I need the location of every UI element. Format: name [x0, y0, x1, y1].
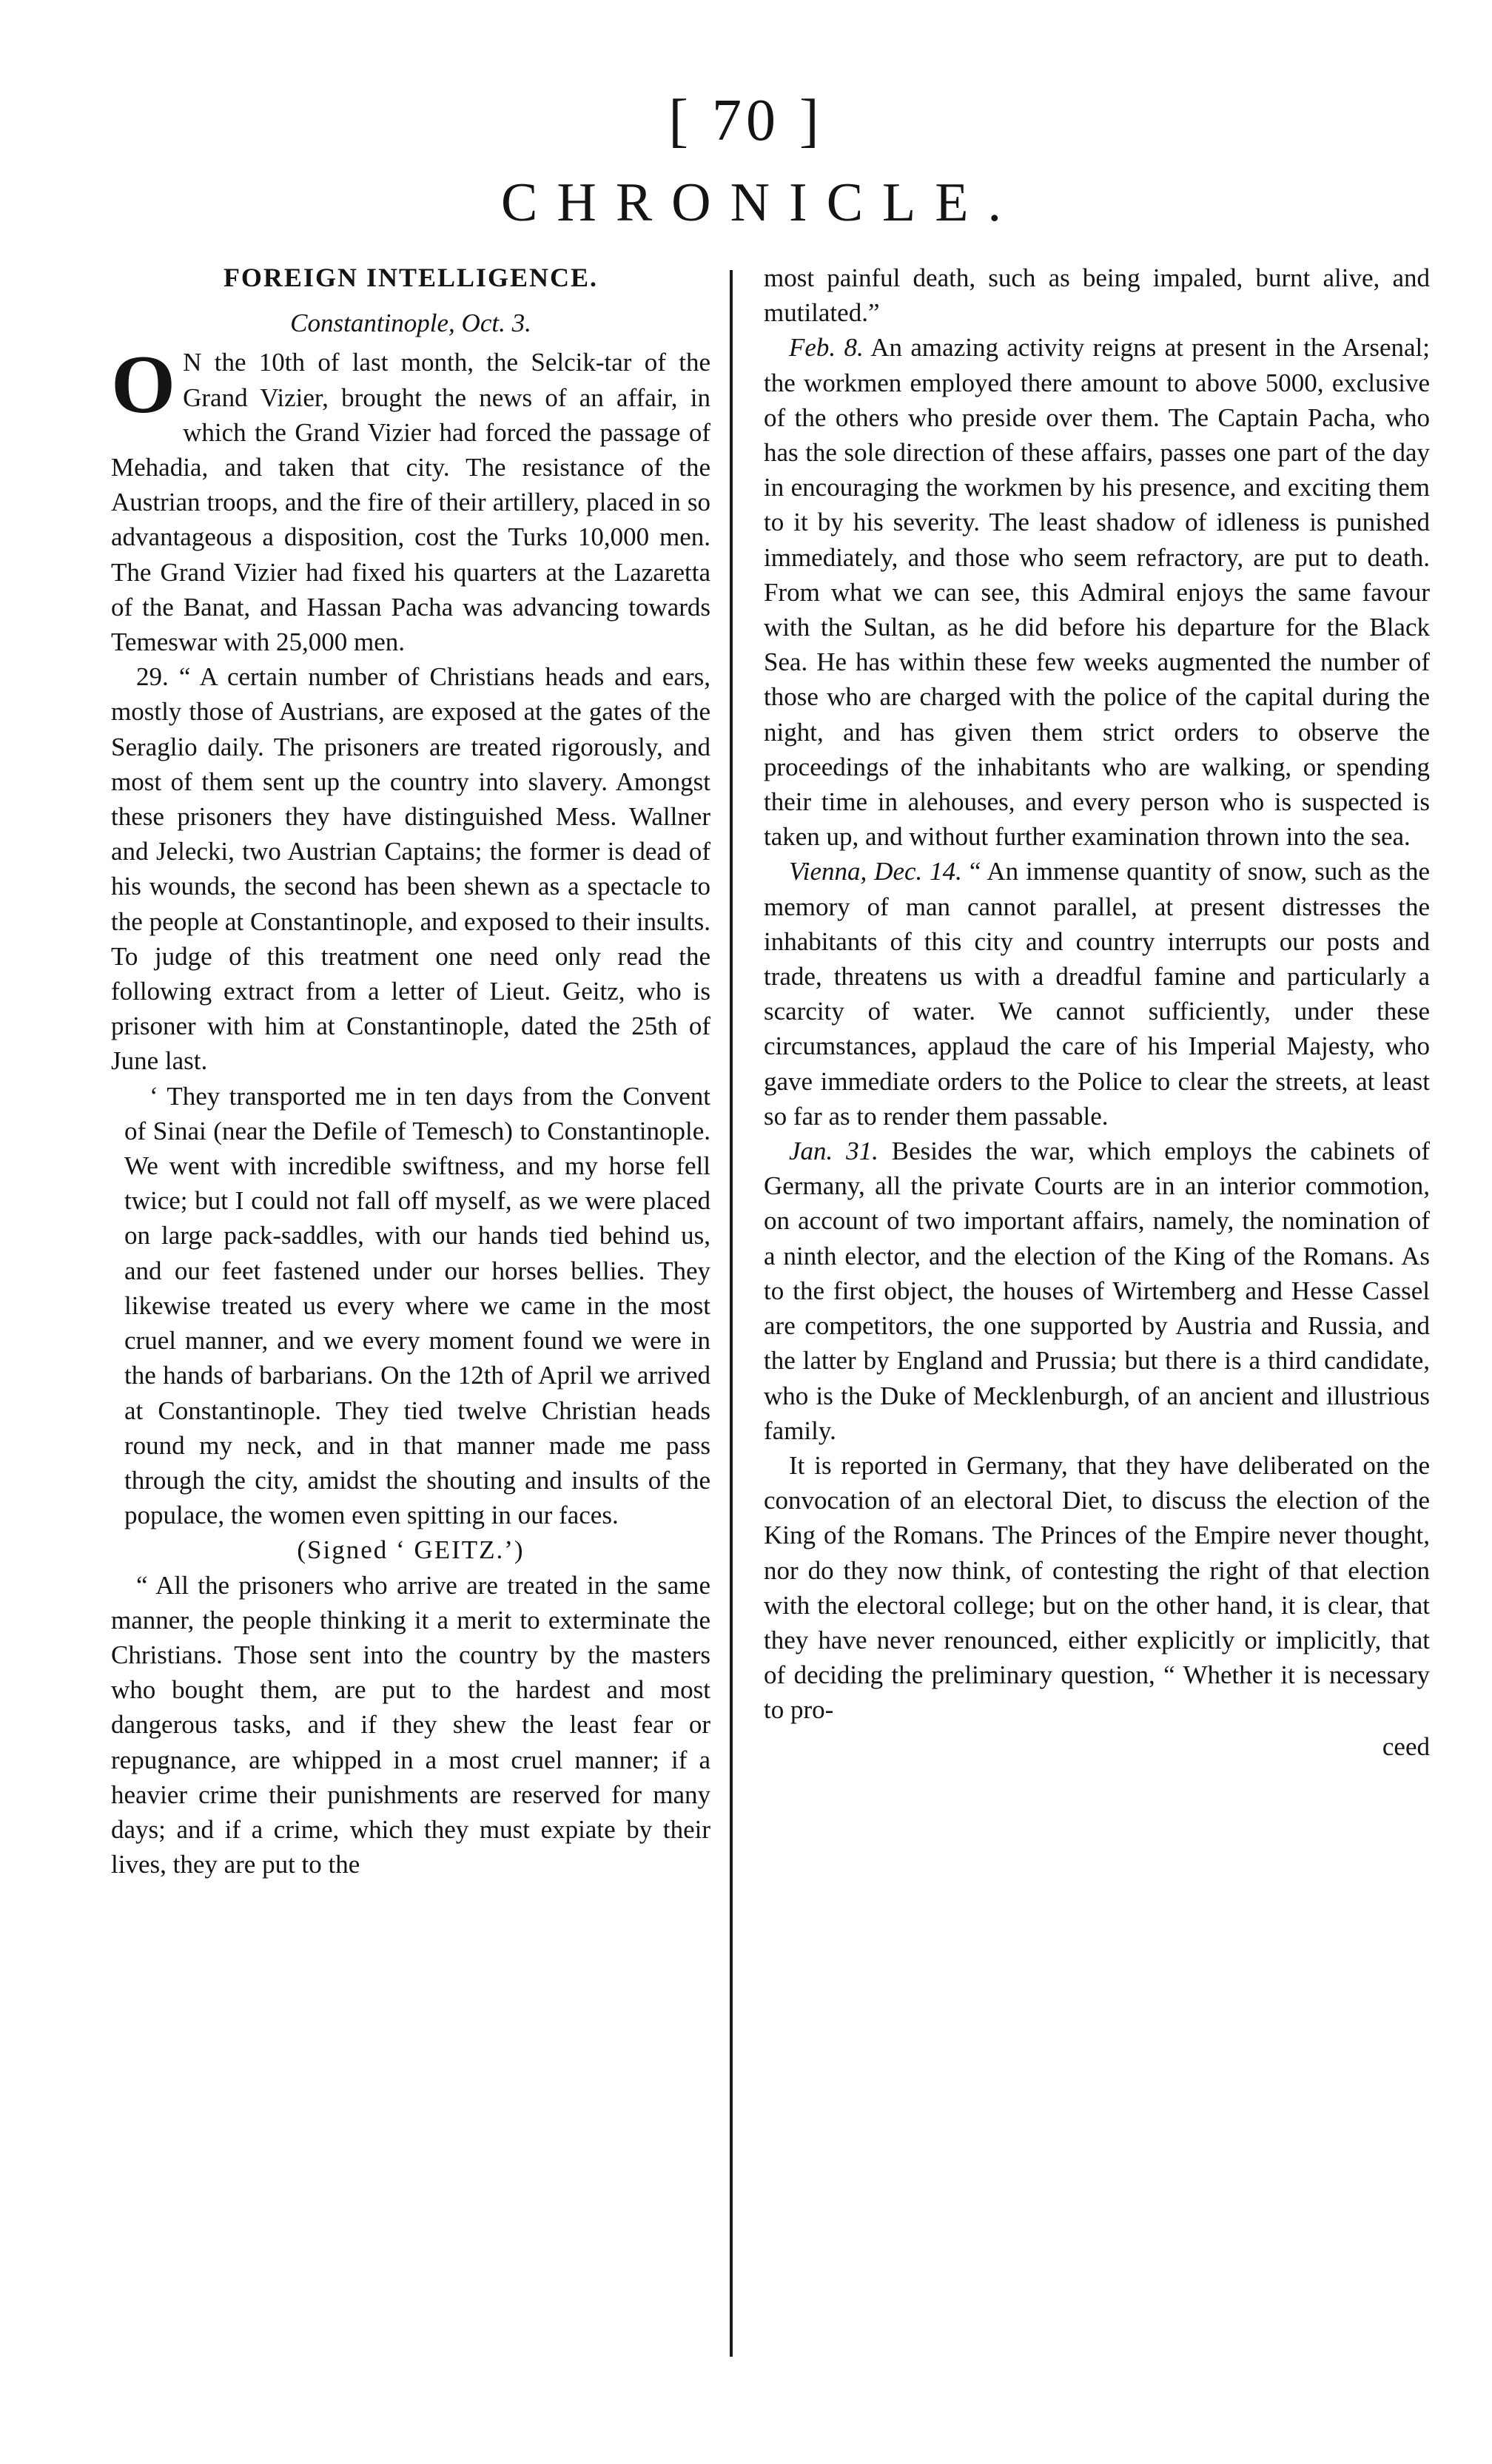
- article-paragraph: most painful death, such as being impaled, burnt alive, and mutilated.”: [764, 263, 1430, 328]
- article-paragraph: [764, 1134, 1430, 1448]
- paragraph-text: An amazing activity reigns at present in the Arsenal; the workmen employed there amount to above 5000, exclusive of the others who preside over them. The Captain Pacha, who has the sole direction of these affairs, passes one part of the day in encouraging the workmen by his presence, and exciting them to it by his severity. The least shadow of idleness is punished immediately, and those who seem refractory, are put to death. From what we can see, this Admiral enjoys the same favour with the Sultan, as he did before his departure for the Black Sea. He has within these few weeks augmented the number of those who are charged with the police of the capital during the night, and has given them strict orders to observe the proceedings of the inhabitants who are walking, or spending their time in alehouses, and every person who is suspected is taken up, and without further examination thrown into the sea.: [764, 333, 1430, 852]
- article-paragraph: [111, 339, 710, 659]
- catchword: ceed: [1382, 1731, 1430, 1761]
- entry-date: Vienna, Dec. 14.: [789, 857, 962, 886]
- left-column: [111, 260, 710, 2354]
- article-paragraph: 29. “ A certain number of Christians heads and ears, mostly those of Austrians, are exposed at the gates of the Seraglio daily. The prisoners are treated rigorously, and most of them sent up the country into slavery. Amongst these prisoners they have distinguished Mess. Wallner and Jelecki, two Austrian Captains; the former is dead of his wounds, the second has been shewn as a spectacle to the people at Constantinople, and exposed to their insults. To judge of this treatment one need only read the following extract from a letter of Lieut. Geitz, who is prisoner with him at Constantinople, dated the 25th of June last.: [111, 662, 710, 1076]
- article-paragraph: [764, 330, 1430, 854]
- paragraph-text: N the 10th of last month, the Selcik-tar of the Grand Vizier, brought the news of an affair, in which the Grand Vizier had forced the passage of Mehadia, and taken that city. The resistance of the Austrian troops, and the fire of their artillery, placed in so advantageous a disposition, cost the Turks 10,000 men. The Grand Vizier had fixed his quarters at the Lazaretta of the Banat, and Hassan Pacha was advancing towards Temeswar with 25,000 men.: [111, 348, 710, 657]
- article-paragraph: “ All the prisoners who arrive are treated in the same manner, the people thinking it a merit to exterminate the Christians. Those sent into the country by the masters who bought them, are put to the hardest and most dangerous tasks, and if they shew the least fear or repugnance, are whipped in a most cruel manner; if a heavier crime their punishments are reserved for many days; and if a crime, which they must expiate by their lives, they are put to the: [111, 1570, 710, 1879]
- right-column: [764, 260, 1430, 2354]
- quoted-letter: ‘ They transported me in ten days from the Convent of Sinai (near the Defile of Temesch) to Constantinople. We went with incredible swiftness, and my horse fell twice; but I could not fall off myself, as we were placed on large pack-saddles, with our hands tied behind us, and our feet fastened under our horses bellies. They likewise treated us every where we came in the most cruel manner, and we every moment found we were in the hands of barbarians. On the 12th of April we arrived at Constantinople. They tied twelve Christian heads round my neck, and in that manner made me pass through the city, amidst the shouting and insults of the populace, the women even spitting in our faces.: [124, 1081, 710, 1530]
- page-number: [ 70 ]: [668, 88, 824, 153]
- drop-cap: O: [111, 339, 176, 431]
- section-heading: FOREIGN INTELLIGENCE.: [223, 263, 599, 292]
- page-title: CHRONICLE.: [501, 172, 1021, 233]
- entry-date: Jan. 31.: [789, 1137, 878, 1166]
- column-divider: [730, 270, 733, 2357]
- paragraph-text: “ An immense quantity of snow, such as the memory of man cannot parallel, at present distresses the inhabitants of this city and country interrupts our posts and trade, threatens us with a dreadful famine and particularly a scarcity of water. We cannot sufficiently, under these circumstances, applaud the care of his Imperial Majesty, who gave immediate orders to the Police to clear the streets, at least so far as to render them passable.: [764, 857, 1430, 1131]
- article-paragraph: It is reported in Germany, that they have deliberated on the convocation of an electoral Diet, to discuss the election of the King of the Romans. The Princes of the Empire never thought, nor do they now think, of contesting the right of that election with the electoral college; but on the other hand, it is clear, that they have never renounced, either explicitly or implicitly, that of deciding the preliminary question, “ Whether it is necessary to pro-: [764, 1450, 1430, 1725]
- dateline: Constantinople, Oct. 3.: [290, 309, 531, 338]
- paragraph-text: Besides the war, which employs the cabinets of Germany, all the private Courts are in an interior commotion, on account of two important affairs, namely, the nomination of a ninth elector, and the election of the King of the Romans. As to the first object, the houses of Wirtemberg and Hesse Cassel are competitors, the one supported by Austria and Russia, and the latter by England and Prussia; but there is a third candidate, who is the Duke of Mecklenburgh, of an ancient and illustrious family.: [764, 1137, 1430, 1445]
- article-paragraph: [764, 854, 1430, 1134]
- entry-date: Feb. 8.: [789, 333, 864, 363]
- letter-signature: (Signed ‘ GEITZ.’): [297, 1535, 525, 1565]
